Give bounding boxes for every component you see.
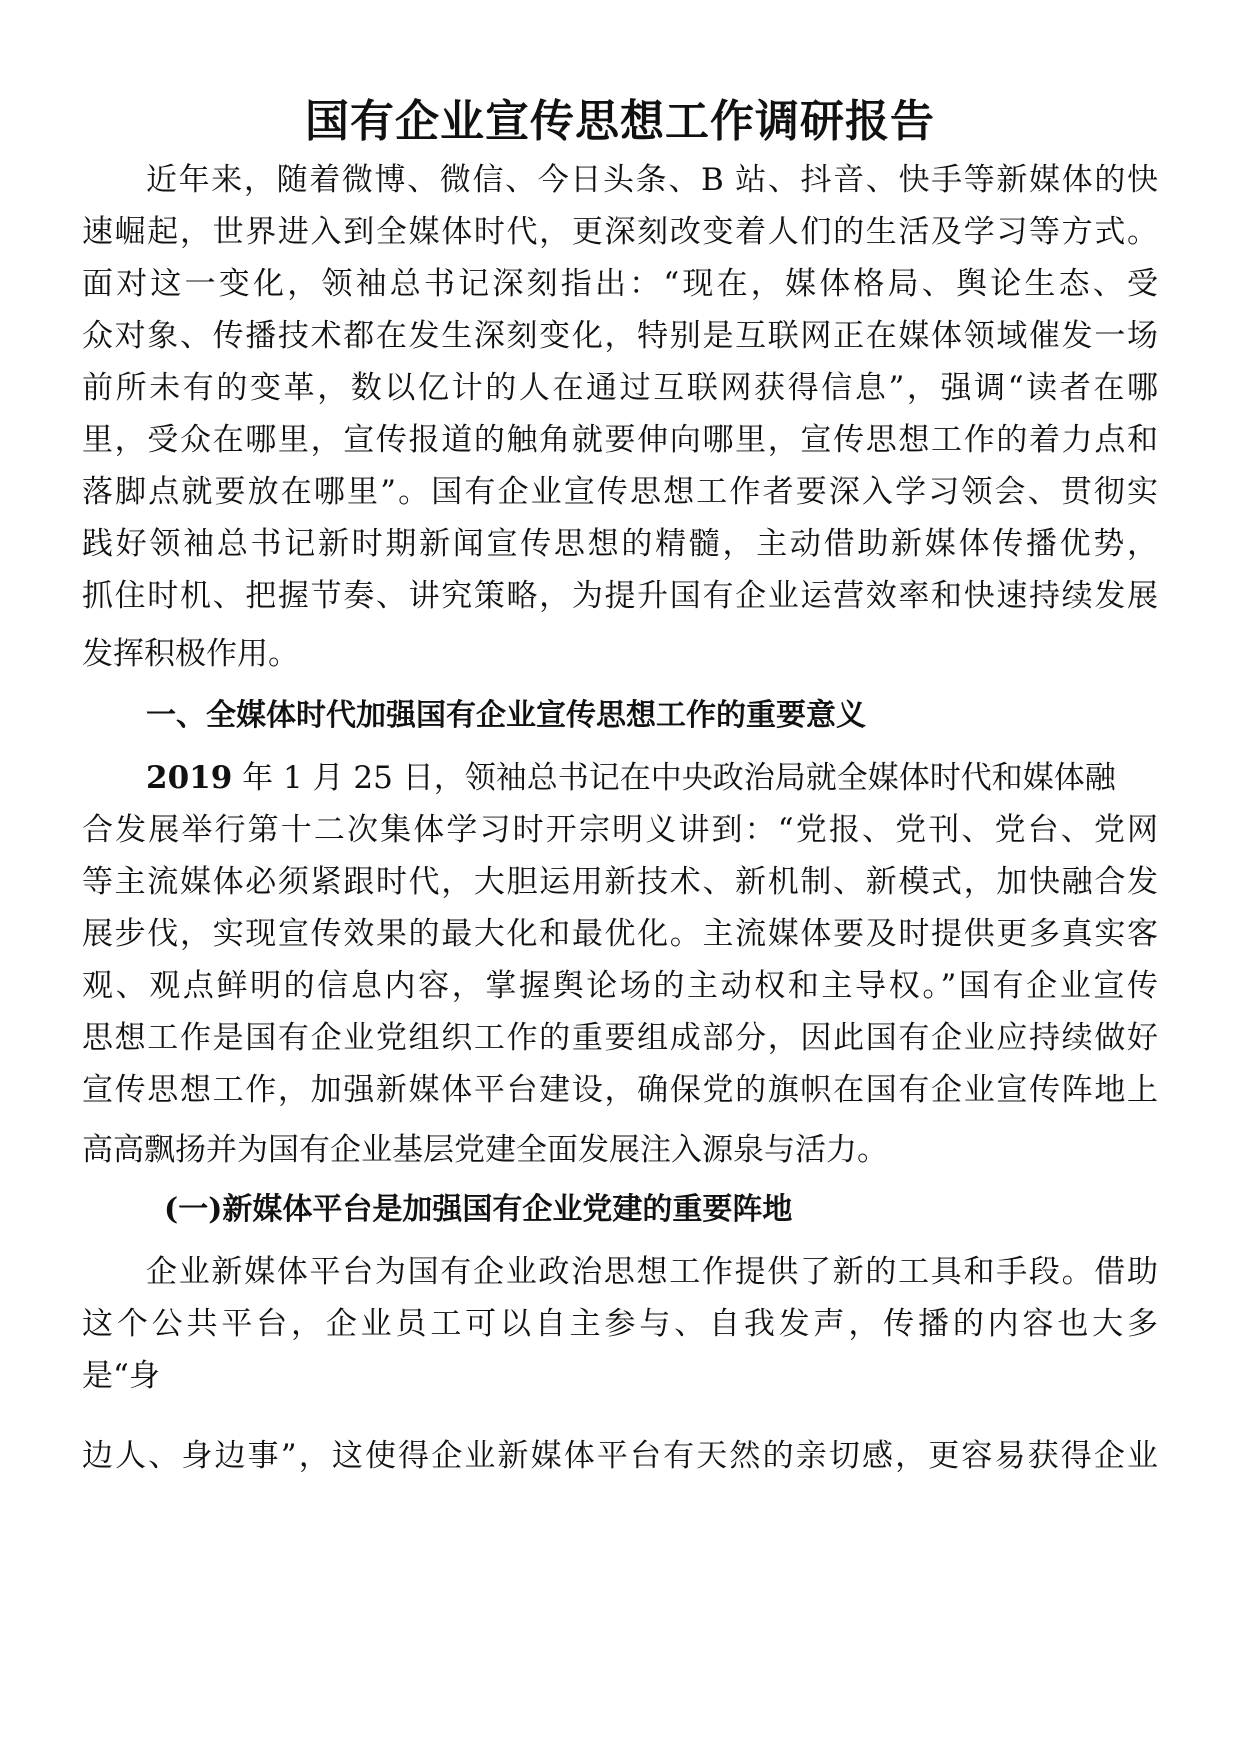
paragraph-line: 发挥积极作用。	[82, 636, 299, 672]
paragraph-line: 思想工作是国有企业党组织工作的重要组成部分，因此国有企业应持续做好	[82, 1020, 1158, 1056]
paragraph-line: 观、观点鲜明的信息内容，掌握舆论场的主动权和主导权。”国有企业宣传	[82, 968, 1158, 1004]
year-text: 2019	[146, 760, 233, 796]
paragraph-line: 近年来，随着微博、微信、今日头条、B 站、抖音、快手等新媒体的快	[146, 162, 1158, 198]
section-heading: 一、全媒体时代加强国有企业宣传思想工作的重要意义	[146, 698, 866, 733]
paragraph-line: 速崛起，世界进入到全媒体时代，更深刻改变着人们的生活及学习等方式。	[82, 214, 1158, 250]
paragraph-line: 企业新媒体平台为国有企业政治思想工作提供了新的工具和手段。借助	[146, 1254, 1158, 1290]
paragraph-line: 高高飘扬并为国有企业基层党建全面发展注入源泉与活力。	[82, 1132, 888, 1168]
paragraph-line: 等主流媒体必须紧跟时代，大胆运用新技术、新机制、新模式，加快融合发	[82, 864, 1158, 900]
paragraph-line: 前所未有的变革，数以亿计的人在通过互联网获得信息”，强调“读者在哪	[82, 370, 1158, 406]
paragraph-line: 展步伐，实现宣传效果的最大化和最优化。主流媒体要及时提供更多真实客	[82, 916, 1158, 952]
paragraph-line: 抓住时机、把握节奏、讲究策略，为提升国有企业运营效率和快速持续发展	[82, 578, 1158, 614]
paragraph-line-text: 年 1 月 25 日，领袖总书记在中央政治局就全媒体时代和媒体融	[232, 760, 1116, 796]
paragraph-line: 落脚点就要放在哪里”。国有企业宣传思想工作者要深入学习领会、贯彻实	[82, 474, 1158, 510]
subsection-heading: (一)新媒体平台是加强国有企业党建的重要阵地	[164, 1192, 793, 1227]
paragraph-line: 里，受众在哪里，宣传报道的触角就要伸向哪里，宣传思想工作的着力点和	[82, 422, 1158, 458]
paragraph-line: 是“身	[82, 1358, 160, 1394]
document-title: 国有企业宣传思想工作调研报告	[305, 96, 935, 147]
paragraph-line: 边人、身边事”，这使得企业新媒体平台有天然的亲切感，更容易获得企业	[82, 1438, 1158, 1474]
paragraph-line: 践好领袖总书记新时期新闻宣传思想的精髓，主动借助新媒体传播优势，	[82, 526, 1158, 562]
paragraph-line: 面对这一变化，领袖总书记深刻指出：“现在，媒体格局、舆论生态、受	[82, 266, 1158, 302]
paragraph-line: 宣传思想工作，加强新媒体平台建设，确保党的旗帜在国有企业宣传阵地上	[82, 1072, 1158, 1108]
paragraph-line: 合发展举行第十二次集体学习时开宗明义讲到：“党报、党刊、党台、党网	[82, 812, 1158, 848]
paragraph-line: 众对象、传播技术都在发生深刻变化，特别是互联网正在媒体领域催发一场	[82, 318, 1158, 354]
paragraph-line	[146, 758, 1158, 798]
paragraph-line: 这个公共平台，企业员工可以自主参与、自我发声，传播的内容也大多	[82, 1306, 1158, 1342]
